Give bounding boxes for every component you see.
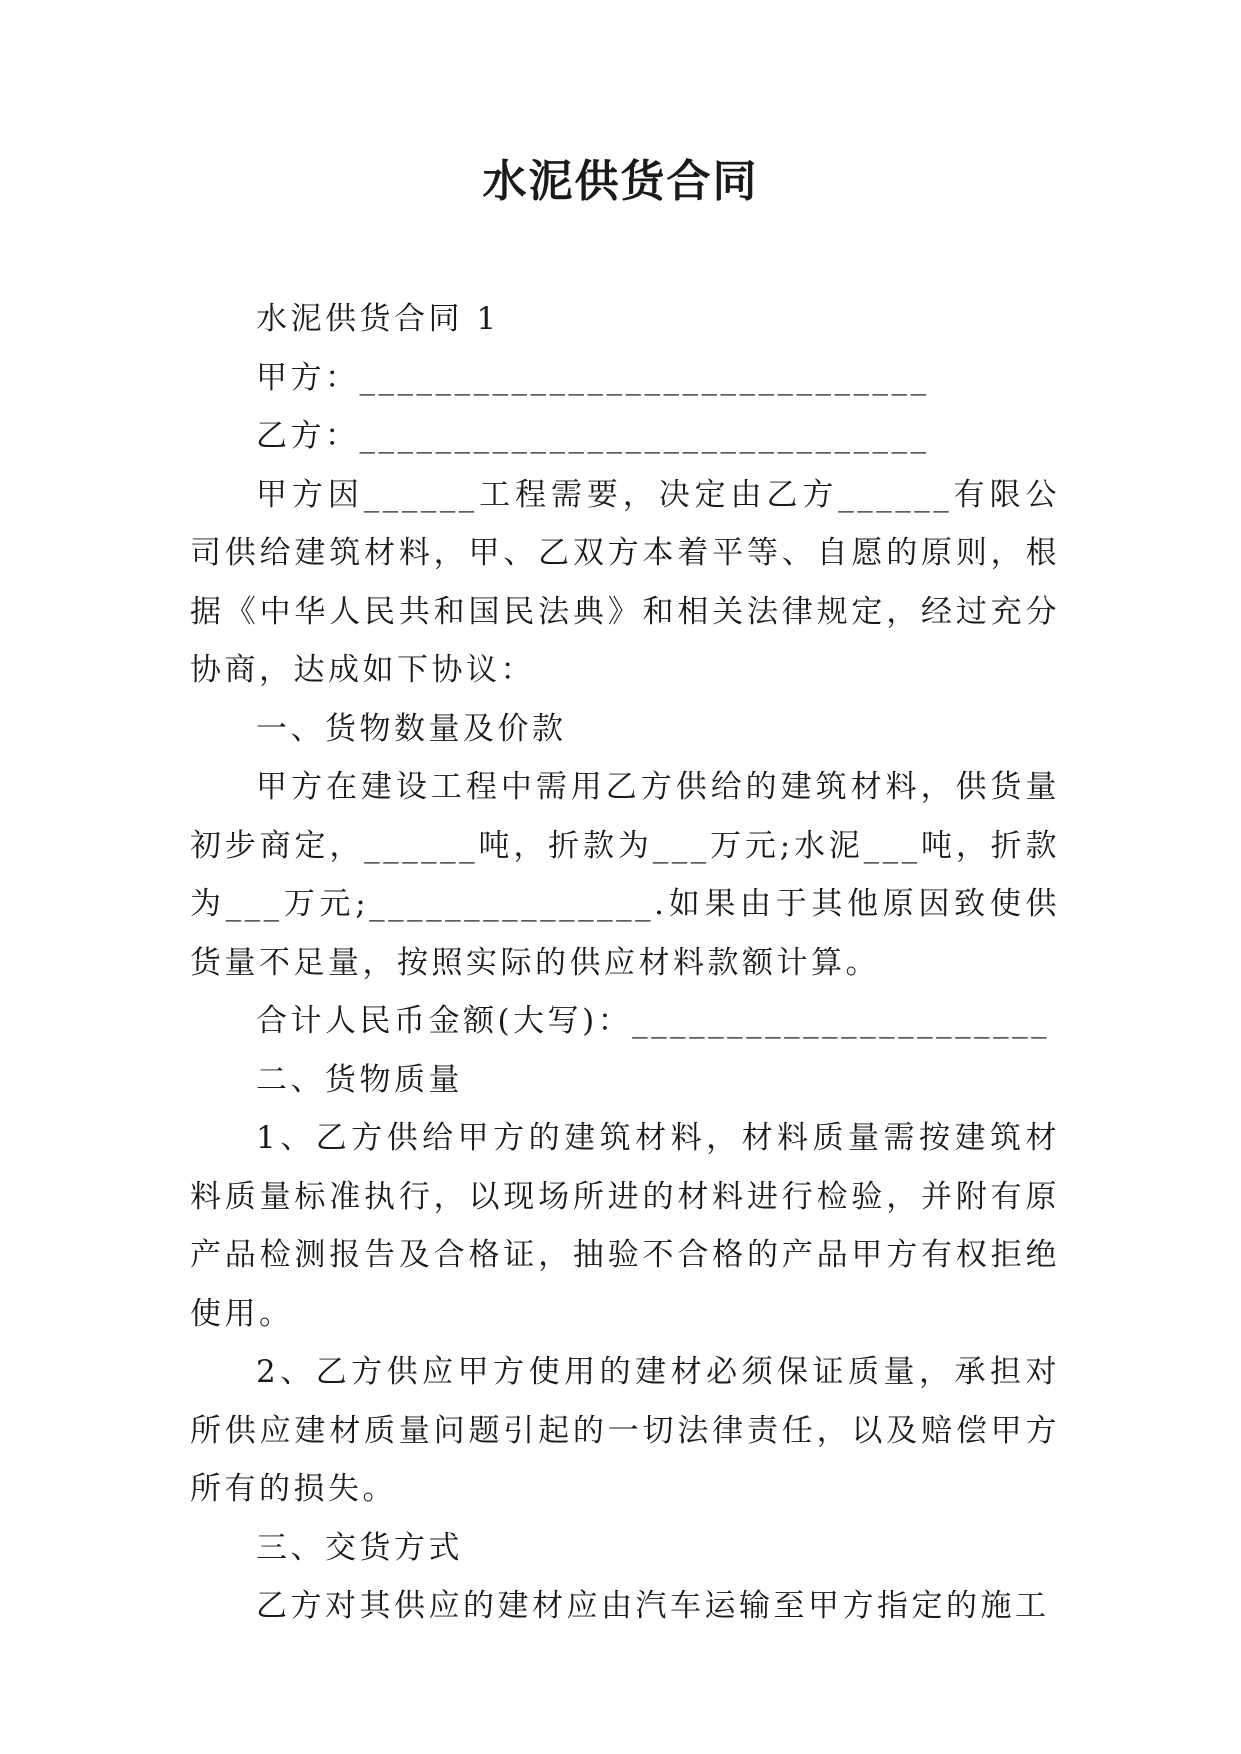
document-title: 水泥供货合同 — [482, 156, 759, 207]
section-heading-quality: 二、货物质量 — [256, 1061, 463, 1098]
quality-clause-1: 1、乙方供给甲方的建筑材料，材料质量需按建筑材料质量标准执行，以现场所进的材料进行检验，并附有原产品检测报告及合格证，抽验不合格的产品甲方有权拒绝使用。 — [190, 1120, 1060, 1332]
delivery-paragraph: 乙方对其供应的建材应由汽车运输至甲方指定的施工 — [256, 1588, 1050, 1624]
total-amount-line: 合计人民币金额(大写)：______________________ — [256, 1003, 1051, 1039]
quantity-price-paragraph: 甲方在建设工程中需用乙方供给的建筑材料，供货量初步商定，______吨，折款为___万元;水泥___吨，折款为___万元;_______________.如果由于其他原因致使供货量不足量，按照实际的供应材料款额计算。 — [190, 769, 1060, 981]
quality-clause-2: 2、乙方供应甲方使用的建材必须保证质量，承担对所供应建材质量问题引起的一切法律责任，以及赔偿甲方所有的损失。 — [190, 1354, 1060, 1507]
party-a-line: 甲方：______________________________ — [256, 359, 930, 396]
preamble-paragraph: 甲方因______工程需要，决定由乙方______有限公司供给建筑材料，甲、乙双方本着平等、自愿的原则，根据《中华人民共和国民法典》和相关法律规定，经过充分协商，达成如下协议： — [190, 476, 1060, 688]
document-body — [190, 290, 1060, 1636]
section-heading-delivery: 三、交货方式 — [256, 1529, 463, 1566]
section-heading-quantity-price: 一、货物数量及价款 — [256, 710, 567, 747]
party-b-line: 乙方：______________________________ — [256, 418, 930, 454]
contract-subtitle: 水泥供货合同 1 — [256, 301, 500, 337]
